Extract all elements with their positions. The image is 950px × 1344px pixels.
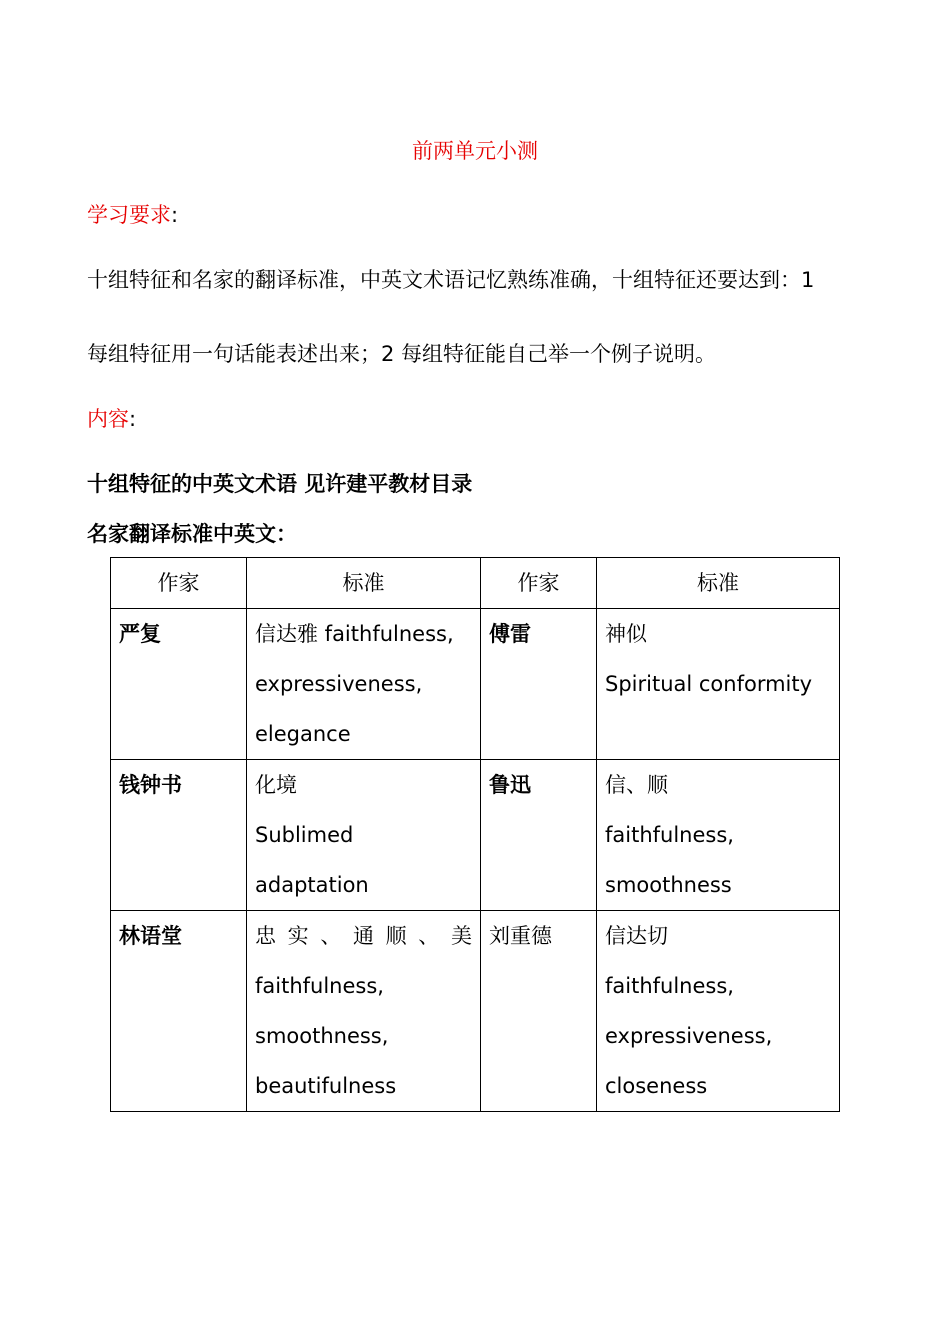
standard-line: beautifulness bbox=[255, 1074, 397, 1098]
standard-line: 信达雅 faithfulness, bbox=[255, 622, 454, 646]
author-name: 严复 bbox=[119, 622, 161, 646]
section-heading-terms: 十组特征的中英文术语 见许建平教材目录 bbox=[87, 472, 473, 496]
standard-char: 通 bbox=[352, 924, 374, 948]
requirements-label-line bbox=[87, 201, 178, 229]
standard-line: 信、顺 bbox=[605, 773, 668, 797]
author-name: 傅雷 bbox=[489, 622, 531, 646]
author-name: 鲁迅 bbox=[489, 773, 531, 797]
standard-line: faithfulness, bbox=[255, 974, 384, 998]
author-cell bbox=[481, 760, 597, 911]
author-cell bbox=[111, 760, 247, 911]
standard-cell bbox=[597, 760, 840, 911]
standard-char: 美 bbox=[450, 924, 472, 948]
content-label-line bbox=[87, 405, 136, 433]
content-label: 内容 bbox=[87, 407, 129, 431]
standard-char: 顺 bbox=[385, 924, 407, 948]
header-standard-1: 标准 bbox=[247, 558, 481, 609]
standard-char: 、 bbox=[320, 924, 342, 948]
standard-cell bbox=[247, 911, 481, 1112]
table-row bbox=[111, 760, 840, 911]
standard-line: 神似 bbox=[605, 622, 647, 646]
standard-cell bbox=[597, 911, 840, 1112]
standard-cell bbox=[247, 760, 481, 911]
section-heading-standards: 名家翻译标准中英文： bbox=[87, 522, 297, 546]
header-author-2: 作家 bbox=[481, 558, 597, 609]
standard-line-justified bbox=[255, 911, 472, 961]
author-cell bbox=[111, 609, 247, 760]
table-header-row bbox=[111, 558, 840, 609]
requirements-text-line-2: 每组特征用一句话能表述出来；2 每组特征能自己举一个例子说明。 bbox=[87, 342, 717, 366]
standard-line: expressiveness, bbox=[255, 672, 423, 696]
page-title: 前两单元小测 bbox=[412, 139, 538, 163]
standard-line: smoothness, bbox=[255, 1024, 389, 1048]
header-author-1: 作家 bbox=[111, 558, 247, 609]
content-colon: : bbox=[129, 407, 137, 431]
standard-line: 化境 bbox=[255, 773, 297, 797]
standard-char: 实 bbox=[287, 924, 309, 948]
author-cell bbox=[481, 609, 597, 760]
author-cell bbox=[481, 911, 597, 1112]
translation-standards-table bbox=[110, 557, 840, 1112]
author-name: 刘重德 bbox=[489, 924, 552, 948]
standard-line: Sublimed bbox=[255, 823, 354, 847]
standard-char: 忠 bbox=[255, 924, 276, 948]
requirements-colon: : bbox=[171, 203, 179, 227]
standard-line: adaptation bbox=[255, 873, 369, 897]
table-row bbox=[111, 609, 840, 760]
author-name: 林语堂 bbox=[119, 924, 182, 948]
standard-char: 、 bbox=[418, 924, 440, 948]
standard-cell bbox=[247, 609, 481, 760]
author-name: 钱钟书 bbox=[119, 773, 182, 797]
requirements-text-line-1: 十组特征和名家的翻译标准，中英文术语记忆熟练准确，十组特征还要达到：1 bbox=[87, 268, 815, 292]
author-cell bbox=[111, 911, 247, 1112]
standard-line: faithfulness, bbox=[605, 823, 734, 847]
standard-line: faithfulness, bbox=[605, 974, 734, 998]
standard-cell bbox=[597, 609, 840, 760]
standard-line: elegance bbox=[255, 722, 351, 746]
header-standard-2: 标准 bbox=[597, 558, 840, 609]
standard-line: Spiritual conformity bbox=[605, 672, 813, 696]
standard-line: smoothness bbox=[605, 873, 732, 897]
standard-line: closeness bbox=[605, 1074, 708, 1098]
standard-line: 信达切 bbox=[605, 924, 668, 948]
table-row bbox=[111, 911, 840, 1112]
requirements-label: 学习要求 bbox=[87, 203, 171, 227]
standard-line: expressiveness, bbox=[605, 1024, 773, 1048]
